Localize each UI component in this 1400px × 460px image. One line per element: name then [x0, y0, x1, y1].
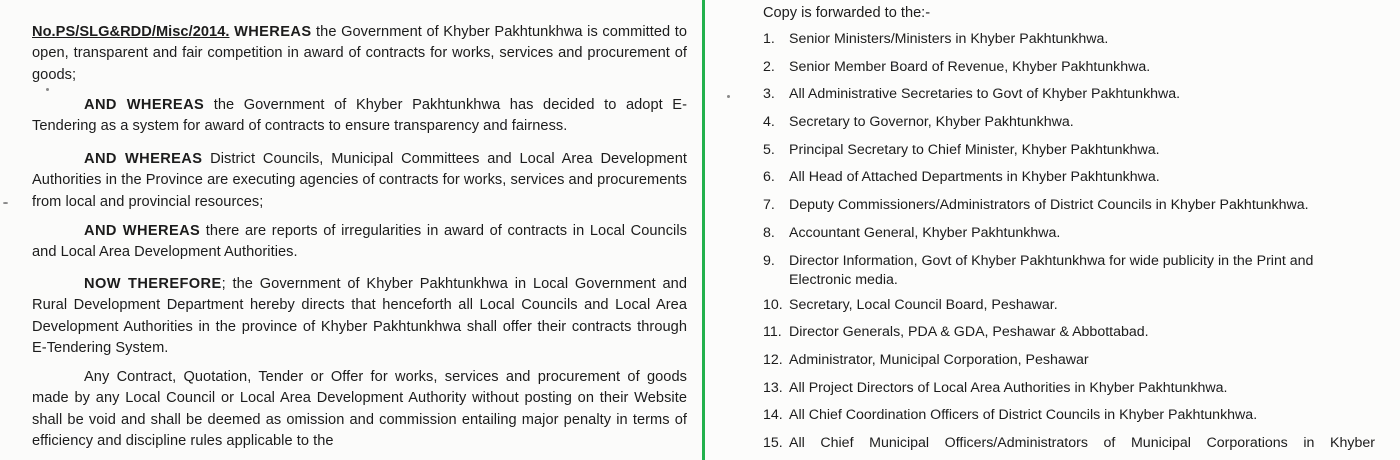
list-item	[763, 196, 1375, 215]
list-item-number: 1.	[763, 31, 775, 47]
list-item-number: 7.	[763, 197, 775, 214]
list-item-text: Director Information, Govt of Khyber Pakhtunkhwa for wide publicity in the Print and Electronic media.	[789, 252, 1314, 288]
list-item	[763, 85, 1375, 104]
list-item-number: 6.	[763, 169, 775, 186]
reference-number: No.PS/SLG&RDD/Misc/2014.	[32, 24, 230, 40]
paragraph-whereas	[32, 22, 687, 86]
scan-speck	[46, 88, 49, 91]
list-item-text: Deputy Commissioners/Administrators of District Councils in Khyber Pakhtunkhwa.	[789, 197, 1309, 214]
keyword-now-therefore: NOW THEREFORE	[84, 276, 222, 292]
paragraph-now-therefore	[32, 274, 687, 359]
list-item-number: 12.	[763, 351, 783, 368]
list-item-number: 10.	[763, 296, 783, 313]
list-item-number: 11.	[763, 324, 782, 341]
paragraph-and-whereas-2	[32, 149, 687, 213]
list-item-number: 15.	[763, 434, 783, 451]
list-item-text: Senior Ministers/Ministers in Khyber Pakhtunkhwa.	[789, 31, 1109, 47]
paragraph-text: there are reports of irregularities in award of contracts in Local Councils and Local Area Development Authorities.	[32, 223, 687, 261]
paragraph-and-whereas-1	[32, 95, 687, 138]
paragraph-text: District Councils, Municipal Committees and Local Area Development Authorities in the Province are executing agencies of contracts for works, services and procurements from local and provincial resources;	[32, 151, 687, 210]
list-item	[763, 296, 1375, 315]
list-item	[763, 113, 1375, 132]
list-item-text: All Chief Municipal Officers/Administrators of Municipal Corporations in Khyber	[789, 434, 1375, 451]
list-item-text: All Head of Attached Departments in Khyber Pakhtunkhwa.	[789, 169, 1160, 186]
list-item-text: All Chief Coordination Officers of District Councils in Khyber Pakhtunkhwa.	[789, 407, 1258, 424]
list-item-text: Secretary to Governor, Khyber Pakhtunkhwa.	[789, 114, 1074, 131]
list-item	[763, 30, 1375, 49]
list-item	[763, 351, 1375, 370]
keyword-and-whereas: AND WHEREAS	[84, 151, 203, 167]
list-item-text: Accountant General, Khyber Pakhtunkhwa.	[789, 224, 1061, 241]
list-item-text: Senior Member Board of Revenue, Khyber Pakhtunkhwa.	[789, 58, 1151, 75]
list-item	[763, 434, 1375, 453]
list-item-text: All Project Directors of Local Area Authorities in Khyber Pakhtunkhwa.	[789, 379, 1228, 396]
copy-forwarded-heading: Copy is forwarded to the:-	[763, 5, 931, 21]
paragraph-contract-void	[32, 367, 687, 452]
list-item	[763, 141, 1375, 160]
list-item-text: Administrator, Municipal Corporation, Peshawar	[789, 351, 1089, 368]
paragraph-text: the Government of Khyber Pakhtunkhwa has decided to adopt E-Tendering as a system for award of contracts to ensure transparency and fairness.	[32, 97, 687, 135]
list-item-number: 4.	[763, 114, 775, 131]
paragraph-text: Any Contract, Quotation, Tender or Offer for works, services and procurement of goods made by any Local Council or Local Area Development Authority without posting on their Website shall be void and shall be deemed as omission and commission entailing major penalty in terms of efficiency and discipline rules applicable to the	[32, 369, 687, 449]
list-item	[763, 323, 1375, 342]
list-item-text: All Administrative Secretaries to Govt of Khyber Pakhtunkhwa.	[789, 86, 1181, 103]
list-item-text: Secretary, Local Council Board, Peshawar.	[789, 296, 1058, 313]
keyword-whereas: WHEREAS	[234, 24, 312, 40]
list-item	[763, 168, 1375, 187]
paragraph-and-whereas-3	[32, 221, 687, 264]
list-item	[763, 379, 1375, 398]
list-item-number: 13.	[763, 379, 783, 396]
list-item	[763, 224, 1375, 243]
scan-speck	[727, 95, 730, 98]
paragraph-text: the Government of Khyber Pakhtunkhwa is committed to open, transparent and fair competition in award of contracts for works, services and procurement of goods;	[32, 24, 688, 83]
list-item	[763, 406, 1375, 425]
list-item-number: 2.	[763, 58, 775, 75]
distribution-list	[763, 30, 1375, 460]
keyword-and-whereas: AND WHEREAS	[84, 97, 205, 113]
list-item	[763, 252, 1375, 290]
keyword-and-whereas: AND WHEREAS	[84, 223, 201, 239]
list-item	[763, 58, 1375, 77]
list-item-number: 9.	[763, 252, 775, 269]
list-item-text: Principal Secretary to Chief Minister, Khyber Pakhtunkhwa.	[789, 141, 1160, 158]
list-item-number: 5.	[763, 141, 775, 158]
paragraph-text: ; the Government of Khyber Pakhtunkhwa in Local Government and Rural Development Department hereby directs that henceforth all Local Councils and Local Area Development Authorities in the province of Khyber Pakhtunkhwa shall offer their contracts through E-Tendering System.	[32, 276, 688, 356]
scan-speck	[3, 202, 8, 204]
list-item-number: 8.	[763, 224, 775, 241]
list-item-number: 3.	[763, 86, 775, 103]
list-item-number: 14.	[763, 407, 783, 424]
list-item-text: Director Generals, PDA & GDA, Peshawar & Abbottabad.	[789, 324, 1149, 341]
right-document-page	[705, 0, 1400, 460]
